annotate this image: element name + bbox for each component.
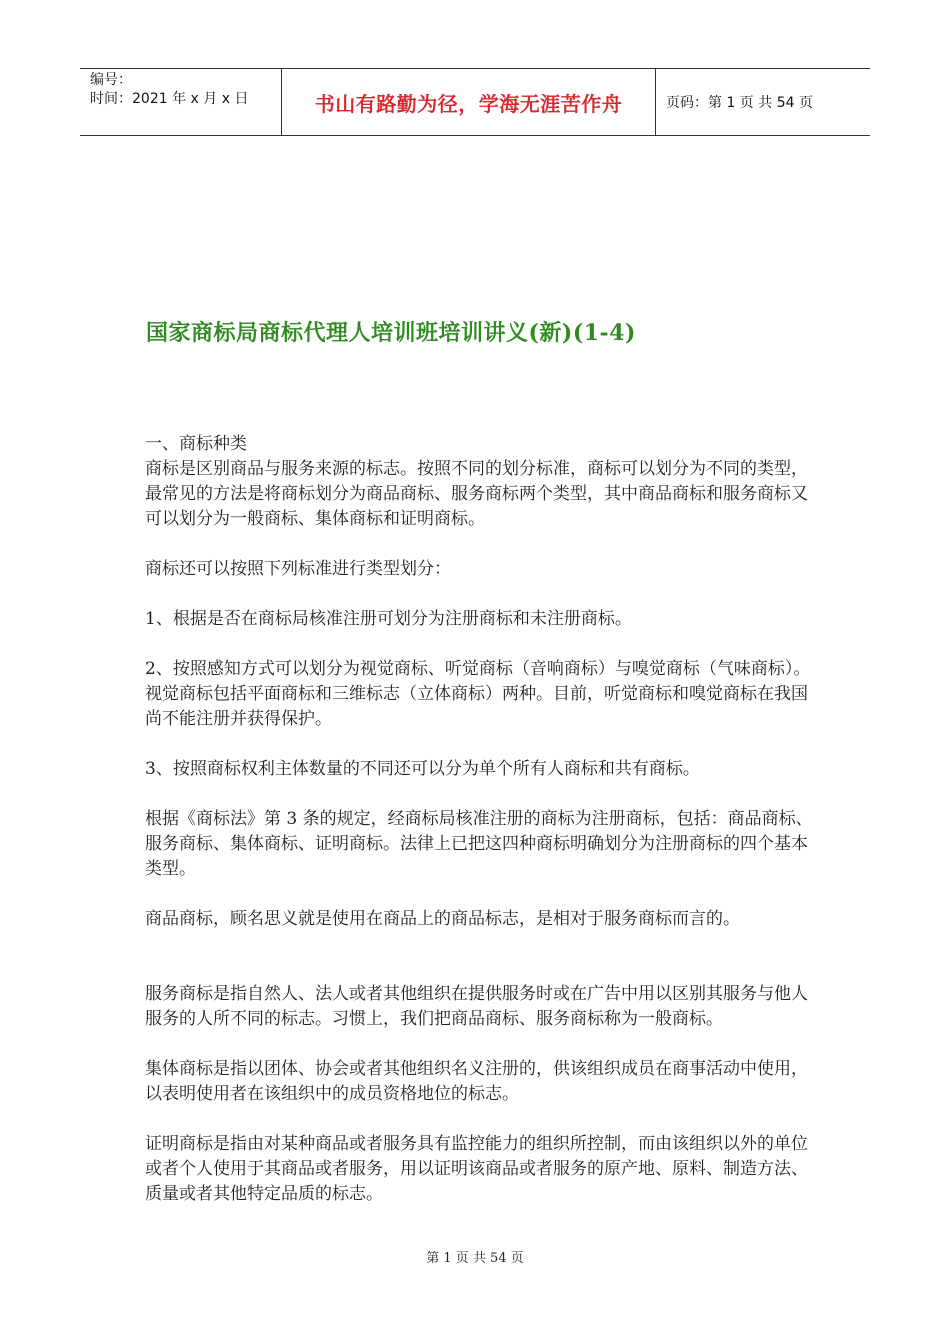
paragraph: 3、按照商标权利主体数量的不同还可以分为单个所有人商标和共有商标。 <box>145 759 700 779</box>
document-title: 国家商标局商标代理人培训班培训讲义(新)(1-4) <box>146 320 636 346</box>
paragraph: 服务商标是指自然人、法人或者其他组织在提供服务时或在广告中用以区别其服务与他人服务的人所不同的标志。习惯上，我们把商品商标、服务商标称为一般商标。 <box>145 984 808 1029</box>
header-date: 时间：2021 年 x 月 x 日 <box>90 91 249 107</box>
paragraph: 商品商标，顾名思义就是使用在商品上的商品标志，是相对于服务商标而言的。 <box>145 909 740 929</box>
paragraph: 商标是区别商品与服务来源的标志。按照不同的划分标准，商标可以划分为不同的类型，最常见的方法是将商标划分为商品商标、服务商标两个类型，其中商品商标和服务商标又可以划分为一般商标、集体商标和证明商标。 <box>145 459 808 529</box>
paragraph: 商标还可以按照下列标准进行类型划分： <box>145 559 451 579</box>
document-header <box>80 68 870 136</box>
header-meta <box>80 69 282 135</box>
page-footer: 第 1 页 共 54 页 <box>426 1251 524 1266</box>
section-heading: 一、商标种类 <box>145 434 247 454</box>
paragraph: 1、根据是否在商标局核准注册可划分为注册商标和未注册商标。 <box>145 609 632 629</box>
paragraph: 证明商标是指由对某种商品或者服务具有监控能力的组织所控制，而由该组织以外的单位或者个人使用于其商品或者服务，用以证明该商品或者服务的原产地、原料、制造方法、质量或者其他特定品质的标志。 <box>145 1134 808 1204</box>
header-motto: 书山有路勤为径，学海无涯苦作舟 <box>282 69 656 135</box>
document-body <box>145 432 815 1207</box>
paragraph: 集体商标是指以团体、协会或者其他组织名义注册的，供该组织成员在商事活动中使用，以表明使用者在该组织中的成员资格地位的标志。 <box>145 1059 808 1104</box>
paragraph: 根据《商标法》第 3 条的规定，经商标局核准注册的商标为注册商标，包括：商品商标、服务商标、集体商标、证明商标。法律上已把这四种商标明确划分为注册商标的四个基本类型。 <box>145 809 813 879</box>
header-page-info: 页码：第 1 页 共 54 页 <box>666 95 813 111</box>
header-number-label: 编号： <box>90 72 132 88</box>
paragraph: 2、按照感知方式可以划分为视觉商标、听觉商标（音响商标）与嗅觉商标（气味商标）。视觉商标包括平面商标和三维标志（立体商标）两种。目前，听觉商标和嗅觉商标在我国尚不能注册并获得保护。 <box>145 659 811 729</box>
